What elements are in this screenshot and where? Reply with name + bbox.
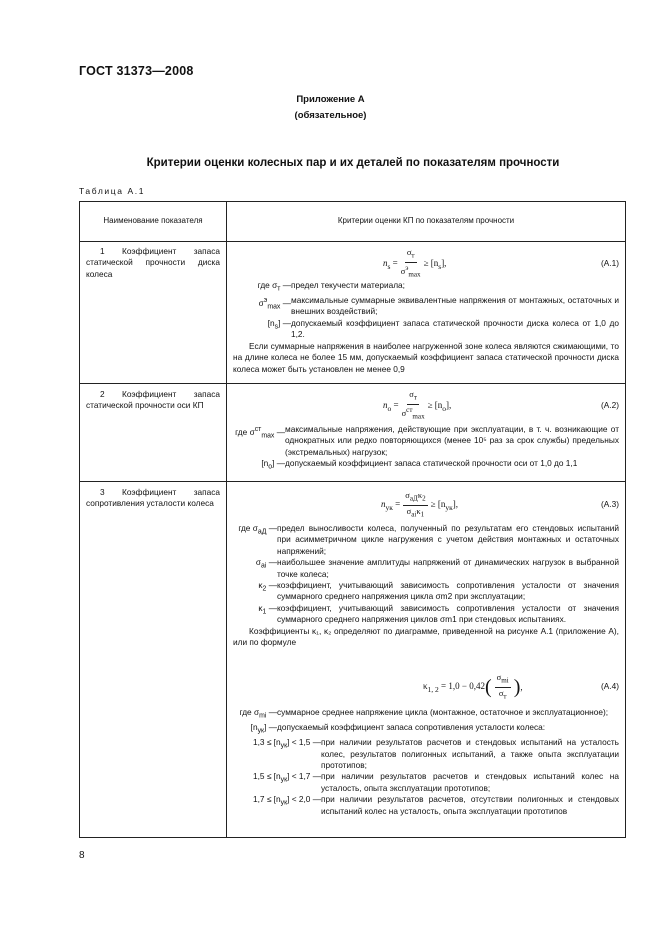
col-header-indicator: Наименование показателя — [103, 216, 203, 225]
page-number: 8 — [79, 850, 85, 861]
document-title: Критерии оценки колесных пар и их деталей по показателям прочности — [146, 157, 560, 169]
row-1-definitions: где $\sigma_т$ — предел текучести материала; $\sigma^э_{max}$ — максимальные суммарные эквивалентные напряжения от монтажных, остаточных и внешних воздействий; $[n_s]$ — допускаемый коэффициент запаса статической прочности диска колеса от 1,0 до 1,2. Если суммарные напряжения в наиболее нагруженной зоне колеса являются сжимающими, то на длине колеса не более 15 мм, допускаемый коэффициент запаса статической прочности диска колеса может быть установлен не менее 0,9 — [233, 280, 619, 374]
equation-number: (А.1) — [601, 258, 619, 268]
equation-number: (А.2) — [601, 400, 619, 410]
formula-a2: $n_о$ = $\frac{\sigma_т}{\sigma^{ст}_{max}}$ ≥ $[n_о]$, (А.2) — [383, 389, 619, 421]
row-3-definitions-2: где $\sigma_{mi}$ — суммарное среднее напряжение цикла (монтажное, остаточное и эксплуатационное); $[n_{ук}]$ — допускаемый коэффициент запаса сопротивления усталости колеса: $1,3 \le [n_{ук}] < 1,5$ — при наличии результатов расчетов и стендовых испытаний на усталость колес, результатов полигонных испытаний, а также опыта эксплуатации прототипов; $1,5 \le [n_{ук}] < 1,7$ — при наличии результатов расчетов и стендовых испытаний колес на усталость, опыта эксплуатации прототипов; $1,7 \le [n_{ук}] < 2,0$ — при наличии результатов расчетов, отсутствии полигонных и стендовых испытаний колес на усталость, опыта эксплуатации прототипов — [239, 707, 619, 816]
equation-number: (А.3) — [601, 499, 619, 509]
row-3-note: Коэффициенты κ₁, κ₂ определяют по диаграмме, приведенной на рисунке А.1 (приложение А), или по формуле — [233, 625, 619, 648]
row-2-definitions: где $\sigma^{ст}_{max}$ — максимальные напряжения, действующие при эксплуатации, в т. ч. возникающие от однократных или редко повторяющихся (менее 10⁵ раз за срок службы) предельных (экстремальных) нагрузок; $[n_о]$ — допускаемый коэффициент запаса статической прочности оси от 1,0 до 1,1 — [235, 424, 619, 471]
row-3-indicator: 3 Коэффициент запаса сопротивления усталости колеса — [86, 487, 220, 509]
criteria-table — [79, 201, 626, 838]
row-2-indicator: 2 Коэффициент запаса статической прочности оси КП — [86, 389, 220, 411]
annex-status: (обязательное) — [294, 110, 367, 121]
formula-a3: $n_{ук}$ = $\frac{\sigma_{аД}\kappa_2}{\sigma_{аi}\kappa_1}$ ≥ $[n_{ук}]$, (А.3) — [381, 489, 619, 519]
formula-a1: $n_s$ = $\frac{\sigma_т}{\sigma^э_{max}}$ ≥ $[n_s]$, (А.1) — [383, 247, 619, 279]
formula-a4: $\kappa_{1, 2} = 1,0 - 0,42$ ( $\frac{\sigma_{mi}}{\sigma_т}$ ) , (А.4) — [423, 671, 619, 701]
standard-code: ГОСТ 31373—2008 — [79, 64, 194, 78]
equation-number: (А.4) — [601, 681, 619, 691]
row-3-definitions: где $\sigma_{аД}$ — предел выносливости колеса, полученный по результатам его стендовых испытаний при асимметричном цикле нагружения с учетом действия монтажных и остаточных напряжений; $\sigma_{аi}$ — наибольшее значение амплитуды напряжений от динамических нагрузок в выбранной точке колеса; $\kappa_2$ — коэффициент, учитывающий зависимость сопротивления усталости от значения суммарного среднего напряжения цикла σm2 при эксплуатации; $\kappa_1$ — коэффициент, учитывающий зависимость сопротивления усталости от значения суммарного среднего напряжения циклов σm1 при стендовых испытаниях. Коэффициенты κ₁, κ₂ определяют по диаграмме, приведенной на рисунке А.1 (приложение А), или по формуле — [233, 523, 619, 648]
col-header-criteria: Критерии оценки КП по показателям прочности — [337, 216, 515, 225]
table-label: Таблица А.1 — [79, 186, 146, 196]
row-1-note: Если суммарные напряжения в наиболее нагруженной зоне колеса являются сжимающими, то на длине колеса не более 15 мм, допускаемый коэффициент запаса статической прочности диска колеса может быть установлен не менее 0,9 — [233, 340, 619, 374]
annex-title: Приложение А — [296, 94, 365, 105]
row-1-indicator: 1 Коэффициент запаса статической прочности диска колеса — [86, 246, 220, 279]
